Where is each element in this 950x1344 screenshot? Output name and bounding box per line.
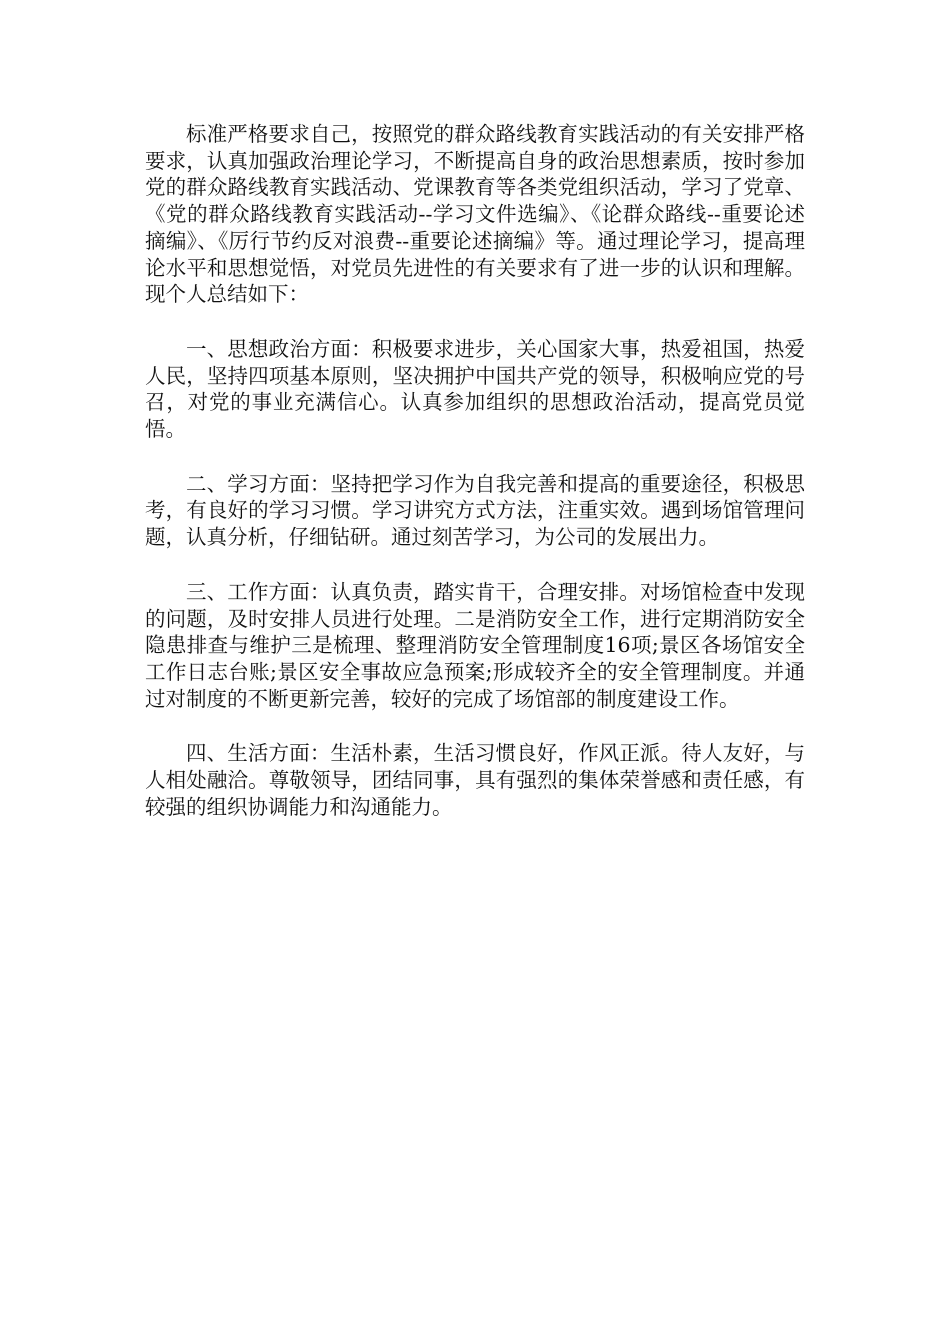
intro-paragraph: 标准严格要求自己，按照党的群众路线教育实践活动的有关安排严格要求，认真加强政治理论学习，不断提高自身的政治思想素质，按时参加党的群众路线教育实践活动、党课教育等各类党组织活动，学习了党章、《党的群众路线教育实践活动--学习文件选编》、《论群众路线--重要论述摘编》、《厉行节约反对浪费--重要论述摘编》等。通过理论学习，提高理论水平和思想觉悟，对党员先进性的有关要求有了进一步的认识和理解。现个人总结如下：	[145, 122, 805, 307]
work-paragraph: 三、工作方面：认真负责，踏实肯干，合理安排。对场馆检查中发现的问题，及时安排人员进行处理。二是消防安全工作，进行定期消防安全隐患排查与维护三是梳理、整理消防安全管理制度16项;景区各场馆安全工作日志台账;景区安全事故应急预案;形成较齐全的安全管理制度。并通过对制度的不断更新完善，较好的完成了场馆部的制度建设工作。	[145, 579, 805, 711]
political-thought-paragraph: 一、思想政治方面：积极要求进步，关心国家大事，热爱祖国，热爱人民，坚持四项基本原则，坚决拥护中国共产党的领导，积极响应党的号召，对党的事业充满信心。认真参加组织的思想政治活动，提高党员觉悟。	[145, 336, 805, 442]
life-paragraph: 四、生活方面：生活朴素，生活习惯良好，作风正派。待人友好，与人相处融洽。尊敬领导，团结同事，具有强烈的集体荣誉感和责任感，有较强的组织协调能力和沟通能力。	[145, 741, 805, 819]
study-paragraph: 二、学习方面：坚持把学习作为自我完善和提高的重要途径，积极思考，有良好的学习习惯。学习讲究方式方法，注重实效。遇到场馆管理问题，认真分析，仔细钻研。通过刻苦学习，为公司的发展出力。	[145, 471, 805, 550]
document-body	[145, 121, 805, 820]
